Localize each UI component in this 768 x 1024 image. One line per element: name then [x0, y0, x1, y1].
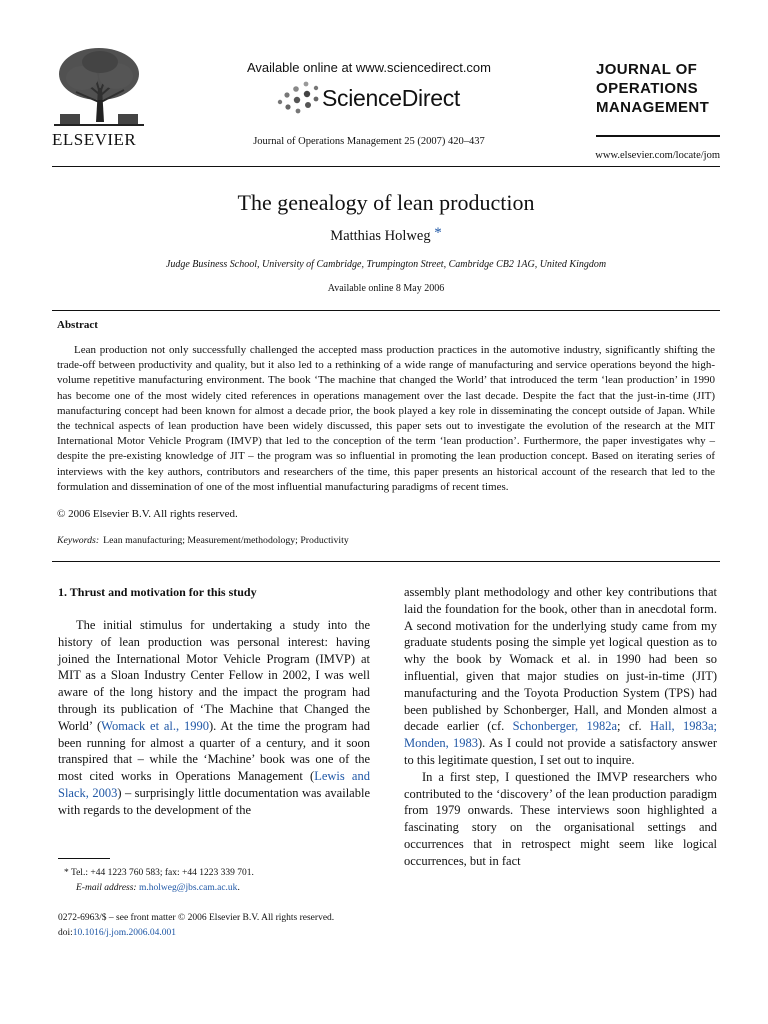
citation-link[interactable]: Schonberger, 1982a	[512, 719, 618, 734]
issn-line: 0272-6963/$ – see front matter © 2006 Elsevier B.V. All rights reserved.	[58, 913, 335, 923]
available-online-text: Available online at www.sciencedirect.com	[247, 60, 491, 75]
sciencedirect-wordmark: ScienceDirect	[322, 85, 460, 111]
body-text: ; cf.	[617, 719, 651, 734]
author-line	[0, 225, 768, 245]
citation-link[interactable]: Womack et al., 1990	[101, 718, 209, 733]
doi-label: doi:	[58, 928, 73, 938]
body-text: ). As I could not provide a satisfactory answer to this legitimate question, I set out to inquire.	[404, 736, 717, 767]
journal-title-line: OPERATIONS	[596, 80, 699, 97]
footnote-divider	[58, 858, 110, 859]
footnote-email	[76, 883, 240, 893]
keywords-line	[57, 535, 349, 546]
header-divider	[52, 166, 720, 167]
citation-link[interactable]: Hall, 1983a; Monden, 1983	[404, 719, 718, 751]
keywords-list: Lean manufacturing; Measurement/methodology; Productivity	[103, 535, 349, 546]
body-text: assembly plant methodology and other key contributions that laid the foundation for the book, other than in anecdotal form. A second motivation for the underlying study came from my graduate students posing the simple yet logical question as to why the book by Womack et al. in 1990 had been so influential, given that major studies on just-in-time (JIT) manufacturing and the Toyota Production System (TPS) had been published by Schonberger, Hall, and Monden almost a decade earlier (cf.	[404, 585, 717, 734]
available-online-date: Available online 8 May 2006	[327, 283, 445, 294]
journal-title-line: MANAGEMENT	[596, 99, 710, 116]
email-link[interactable]: m.holweg@jbs.cam.ac.uk	[138, 883, 238, 893]
body-paragraph	[404, 584, 717, 769]
section-heading: 1. Thrust and motivation for this study	[58, 585, 257, 599]
author-affiliation: Judge Business School, University of Cambridge, Trumpington Street, Cambridge CB2 1AG, United Kingdom	[165, 259, 607, 270]
body-paragraph: In a first step, I questioned the IMVP researchers who contributed to the ‘discovery’ of the lean production paradigm from 1979 onwards. These interviews soon highlighted a fascinating story on the organisational settings and occurrences that in retrospect might seem like logical occurrences, but in fact	[404, 769, 717, 868]
keywords-label: Keywords:	[57, 535, 100, 546]
keywords-divider	[52, 561, 720, 562]
journal-title-line: JOURNAL OF	[596, 61, 698, 78]
body-text: ). At the time the program had been running for almost a quarter of a century, and it soon transpired that – while the ‘Machine’ book was one of the most cited works in Operations Management (	[58, 718, 370, 784]
body-text: ) – surprisingly little documentation was available with regards to the development of the	[58, 785, 370, 817]
journal-citation: Journal of Operations Management 25 (2007) 420–437	[253, 136, 485, 147]
body-column-left	[58, 617, 370, 819]
doi-link[interactable]: 10.1016/j.jom.2006.04.001	[72, 928, 176, 938]
abstract-text: Lean production not only successfully challenged the accepted mass production practices in the automotive industry, significantly shifting the trade-off between productivity and quality, but it also led to a rethinking of a wide range of manufacturing and service operations beyond the high-volume repetitive manufacturing environment. The book ‘The machine that changed the World’ that introduced the term ‘lean production’ in 1990 has become one of the most widely cited references in operations management over the last decade. Despite the fact that the just-in-time (JIT) manufacturing concept had been known for almost a decade prior, the book played a key role in disseminating the concept outside of Japan. While the technical aspects of lean production have been widely discussed, this paper sets out to investigate the evolution of the research at the MIT International Motor Vehicle Program (IMVP) that led to the conception of the term ‘lean production’. Furthermore, the paper investigates why – despite the pre-existing knowledge of JIT – the program was so influential in promoting the lean production concept. Based on iterating series of interviews with the key authors, contributors and researchers of the time, this paper presents an historical account of the research that led to the formulation and dissemination of one of the most influential manufacturing paradigms of recent times.	[57, 344, 715, 493]
publisher-name: ELSEVIER	[52, 130, 137, 149]
journal-title-underline	[596, 135, 720, 137]
footnote-contact: * Tel.: +44 1223 760 583; fax: +44 1223 339 701.	[64, 868, 254, 878]
author-footnote-link[interactable]: *	[434, 225, 442, 241]
abstract-divider	[52, 310, 720, 311]
abstract-copyright: © 2006 Elsevier B.V. All rights reserved.	[57, 508, 238, 520]
email-label: E-mail address:	[76, 883, 137, 893]
email-end: .	[237, 883, 240, 893]
doi-line	[58, 928, 176, 938]
body-text: The initial stimulus for undertaking a study into the history of lean production was personal interest: having joined the International Motor Vehicle Program (IMVP) at MIT as a Sloan Industry Center Fellow in 2002, I was well aware of the long history and the impact the program had through its publication of ‘The Machine that Changed the World’ (	[58, 618, 370, 733]
citation-link[interactable]: Lewis and Slack, 2003	[58, 769, 370, 800]
journal-title-logo	[596, 60, 720, 117]
author-name: Matthias Holweg	[330, 228, 431, 244]
body-column-right	[404, 584, 717, 870]
journal-url[interactable]: www.elsevier.com/locate/jom	[595, 150, 720, 161]
article-title: The genealogy of lean production	[237, 190, 535, 215]
abstract-heading: Abstract	[57, 319, 98, 331]
